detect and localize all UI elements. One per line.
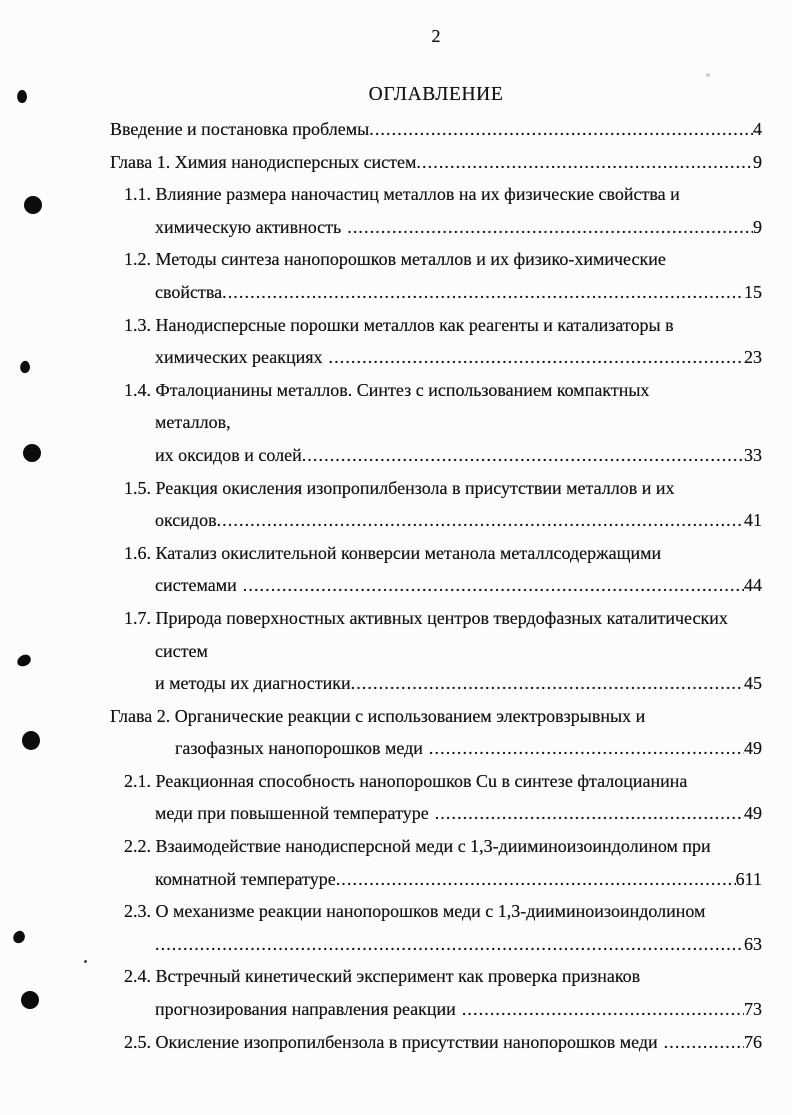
toc-row [110, 309, 762, 342]
toc-row [110, 276, 762, 309]
dot-leader [222, 276, 744, 309]
dot-leader [155, 928, 744, 961]
toc-row [110, 537, 762, 570]
toc-entry-text: газофазных нанопорошков меди [175, 738, 423, 759]
toc-entry-text: Введение и постановка проблемы [110, 119, 370, 139]
toc-page-number: 9 [753, 151, 762, 172]
toc-page-number: 23 [744, 347, 762, 368]
toc-entry-text: их оксидов и солей [155, 444, 302, 465]
toc-row [110, 765, 762, 798]
toc-page-number: 4 [753, 119, 762, 139]
toc-entry-text: 1.1. Влияние размера наночастиц металлов на их физические свойства и [124, 184, 680, 205]
toc-entry-text: систем [155, 640, 208, 661]
dot-leader [416, 146, 753, 179]
toc-row [110, 113, 762, 146]
toc-row [110, 406, 762, 439]
toc-row [110, 895, 762, 928]
page-number: 2 [431, 26, 441, 46]
dot-leader [302, 439, 744, 472]
toc-row [110, 667, 762, 700]
toc-entry-text: 2.2. Взаимодействие нанодисперсной меди с 1,3-дииминоизоиндолином при [124, 836, 711, 857]
toc-entry-text: прогнозирования направления реакции [155, 999, 456, 1020]
toc-row [110, 1026, 762, 1059]
toc-row [110, 472, 762, 505]
toc-row [110, 178, 762, 211]
toc-entry-text: оксидов [155, 510, 217, 531]
toc-entry-text: свойства [155, 281, 223, 302]
toc-row [110, 635, 762, 668]
dot-leader [435, 797, 744, 830]
scan-speck [19, 360, 32, 374]
toc-row [110, 504, 762, 537]
toc-entry-text: 1.6. Катализ окислительной конверсии метанола металлсодержащими [124, 542, 662, 563]
toc-entry-text: системами [155, 575, 237, 596]
dot-leader [243, 569, 744, 602]
toc-row [110, 374, 762, 407]
toc-entry-text: химических реакциях [155, 347, 323, 368]
toc-entry-text: 2.3. О механизме реакции нанопорошков меди с 1,3-дииминоизоиндолином [124, 901, 706, 922]
toc-entry-text: 1.4. Фталоцианины металлов. Синтез с использованием компактных [124, 379, 650, 400]
toc-row [110, 863, 762, 896]
dot-leader [664, 1026, 744, 1059]
toc-entry-text: 2.1. Реакционная способность нанопорошков Cu в синтезе фталоцианина [124, 770, 688, 791]
binding-hole-mark [22, 731, 40, 750]
toc-page-number: 15 [744, 281, 762, 302]
dot-leader [429, 732, 744, 765]
toc-page-number: 49 [744, 803, 762, 824]
toc-page-number: 49 [744, 738, 762, 759]
toc-page-number: 611 [735, 868, 762, 889]
toc-entry-text: меди при повышенной температуре [155, 803, 429, 824]
page-title: ОГЛАВЛЕНИЕ [368, 84, 504, 105]
toc-row [110, 569, 762, 602]
toc-entry-text: 1.2. Методы синтеза нанопорошков металлов и их физико-химические [124, 249, 666, 270]
toc-page-number: 76 [744, 1031, 762, 1052]
toc-entry-text: химическую активность [155, 216, 342, 237]
toc-entry-text: 1.3. Нанодисперсные порошки металлов как реагенты и катализаторы в [124, 314, 674, 335]
toc-entry-text: и методы их диагностики [155, 673, 351, 694]
toc-entry-text: металлов, [155, 412, 231, 433]
scan-speck [12, 930, 27, 945]
toc-row [110, 830, 762, 863]
scan-speck [706, 73, 710, 77]
binding-hole-mark [24, 196, 42, 214]
toc-row [110, 341, 762, 374]
dot-leader [336, 863, 736, 896]
toc-row [110, 928, 762, 961]
toc-page-number: 44 [744, 575, 762, 596]
binding-hole-mark [23, 444, 41, 462]
dot-leader [462, 993, 744, 1026]
toc-row [110, 243, 762, 276]
toc-row [110, 993, 762, 1026]
dot-leader [217, 504, 744, 537]
dot-leader [351, 667, 744, 700]
toc-row [110, 211, 762, 244]
toc-entry-text: комнатной температуре [155, 868, 336, 889]
toc-entry-text: 2.5. Окисление изопропилбензола в присутствии нанопорошков меди [124, 1031, 658, 1052]
dot-leader [329, 341, 744, 374]
toc-page-number: 41 [744, 510, 762, 531]
toc-entry-text: 1.5. Реакция окисления изопропилбензола в присутствии металлов и их [124, 477, 675, 498]
toc-entry-text: Глава 2. Органические реакции с использованием электровзрывных и [110, 705, 646, 726]
toc-page-number: 73 [744, 999, 762, 1020]
dot-leader [369, 113, 753, 146]
toc-entry-text: 1.7. Природа поверхностных активных центров твердофазных каталитических [124, 607, 728, 628]
toc-page-number: 63 [744, 933, 762, 954]
toc-row [110, 439, 762, 472]
binding-hole-mark [21, 991, 39, 1009]
toc-row [110, 960, 762, 993]
toc-page-number: 9 [753, 216, 762, 237]
table-of-contents [110, 113, 762, 1058]
toc-page-number: 45 [744, 673, 762, 694]
toc-row [110, 602, 762, 635]
toc-entry-text: Глава 1. Химия нанодисперсных систем [110, 151, 417, 172]
toc-entry-text: 2.4. Встречный кинетический эксперимент как проверка признаков [124, 966, 641, 987]
scan-speck [84, 960, 87, 963]
toc-row [110, 700, 762, 733]
toc-row [110, 797, 762, 830]
toc-page-number: 33 [744, 444, 762, 465]
scan-speck [16, 89, 29, 104]
dot-leader [347, 211, 753, 244]
toc-row [110, 146, 762, 179]
toc-row [110, 732, 762, 765]
scan-speck [16, 653, 32, 667]
